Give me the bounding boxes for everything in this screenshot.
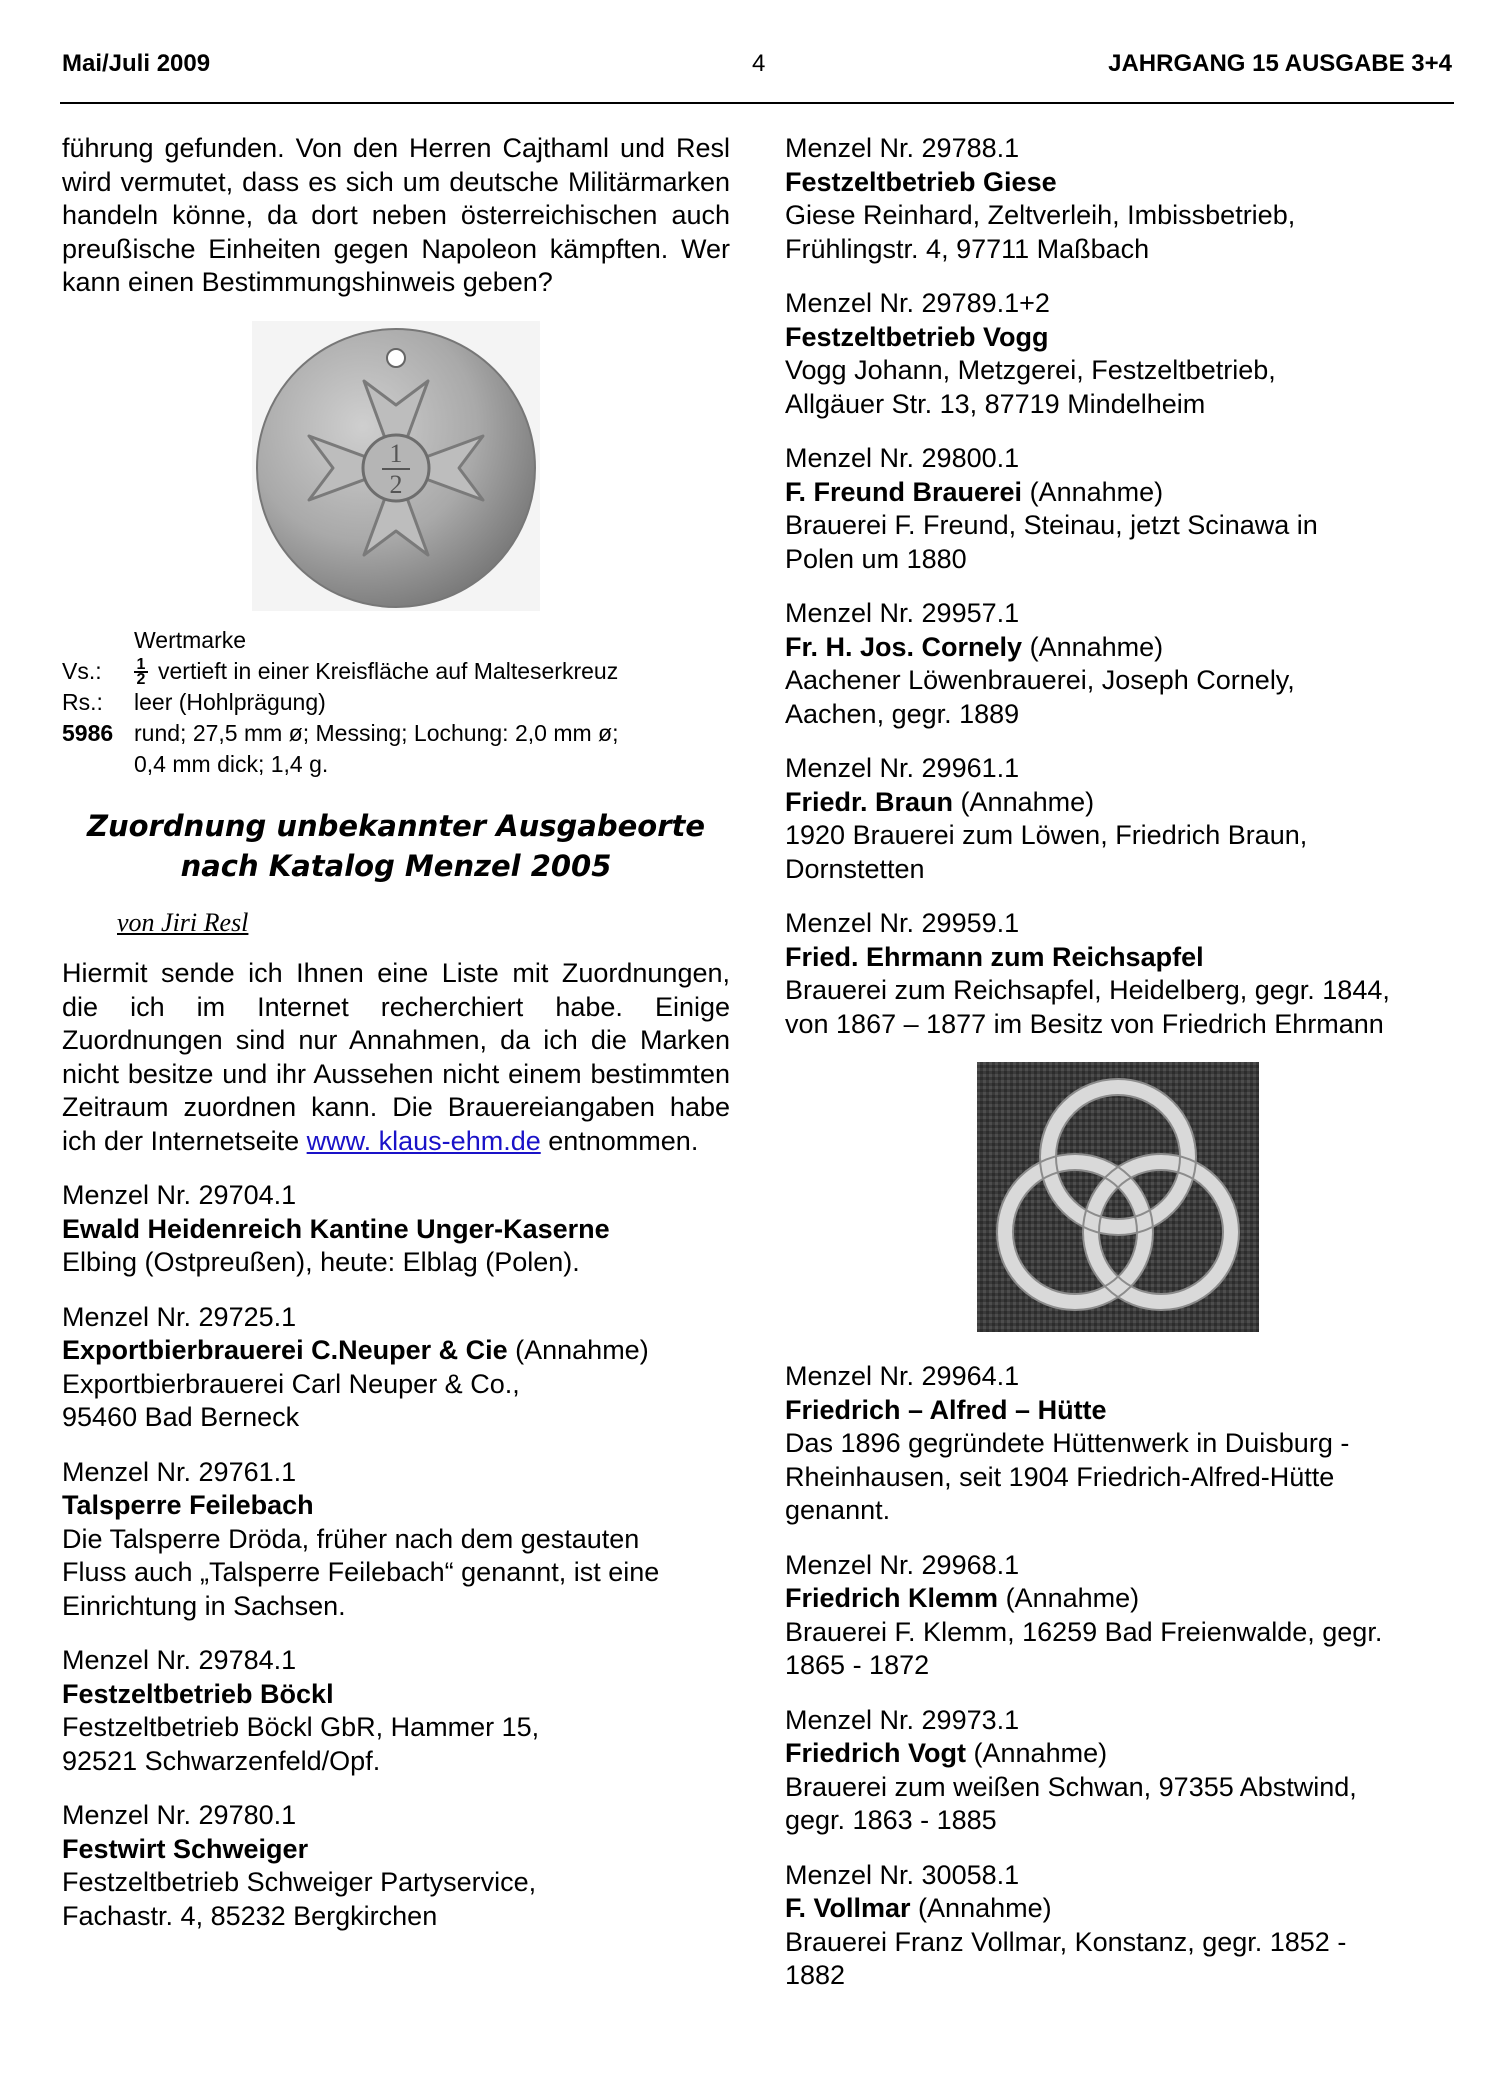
entry-description-line: Festzeltbetrieb Böckl GbR, Hammer 15, (62, 1712, 540, 1742)
catalog-entry (785, 597, 1453, 731)
entry-title (785, 321, 1453, 355)
entry-description-line: Aachener Löwenbrauerei, Joseph Cornely, (785, 665, 1295, 695)
entry-name: Exportbierbrauerei C.Neuper & Cie (62, 1335, 508, 1365)
catalog-number: 5986 (62, 719, 114, 746)
entry-name: F. Freund Brauerei (785, 476, 1023, 507)
entry-description-line: Die Talsperre Dröda, früher nach dem gestauten (62, 1523, 640, 1554)
entry-description-line: Rheinhausen, seit 1904 Friedrich-Alfred-Hütte (785, 1461, 1335, 1492)
catalog-entry (785, 907, 1453, 1041)
entry-description-line: Brauerei F. Freund, Steinau, jetzt Scinawa in (785, 510, 1318, 540)
entry-number: Menzel Nr. 30058.1 (785, 1859, 1020, 1890)
entry-description-line: Fachastr. 4, 85232 Bergkirchen (62, 1900, 438, 1931)
entry-description-line: 95460 Bad Berneck (62, 1402, 300, 1432)
entry-title (785, 1582, 1453, 1616)
entry-name: Talsperre Feilebach (62, 1490, 314, 1520)
entry-description-line: gegr. 1863 - 1885 (785, 1805, 997, 1835)
entry-name: F. Vollmar (785, 1893, 911, 1923)
entry-title (785, 166, 1453, 200)
issue-date: Mai/Juli 2009 (62, 50, 211, 77)
entry-name: Festwirt Schweiger (62, 1833, 309, 1864)
entry-title (62, 1334, 730, 1368)
catalog-entry (785, 442, 1453, 576)
caption-reverse-key: Rs.: (62, 688, 103, 715)
catalog-entry (785, 1360, 1453, 1528)
three-rings-photo (977, 1062, 1259, 1332)
entry-name: Festzeltbetrieb Vogg (785, 321, 1049, 352)
entry-note: (Annahme) (1022, 476, 1164, 507)
entry-description-line: genannt. (785, 1495, 891, 1525)
entry-number: Menzel Nr. 29761.1 (62, 1456, 297, 1487)
entry-description-line: Polen um 1880 (785, 543, 967, 574)
svg-text:1: 1 (389, 438, 403, 468)
entry-name: Friedrich Vogt (785, 1738, 967, 1768)
entry-name: Fried. Ehrmann zum Reichsapfel (785, 941, 1204, 972)
entry-title (62, 1678, 730, 1712)
entry-number: Menzel Nr. 29780.1 (62, 1800, 297, 1830)
catalog-entry (785, 1859, 1453, 1993)
entry-title (785, 786, 1453, 820)
catalog-entry (785, 1704, 1453, 1838)
entry-title (785, 476, 1453, 510)
right-column (785, 132, 1453, 2014)
entry-description-line: 1882 (785, 1960, 846, 1990)
catalog-entry (785, 287, 1453, 421)
entry-number: Menzel Nr. 29961.1 (785, 753, 1020, 783)
entry-title (785, 631, 1453, 665)
source-link[interactable]: www. klaus-ehm.de (306, 1125, 541, 1156)
entry-description-line: Exportbierbrauerei Carl Neuper & Co., (62, 1368, 520, 1399)
entry-number: Menzel Nr. 29704.1 (62, 1180, 297, 1210)
header-divider (60, 102, 1454, 104)
entry-description-line: Dornstetten (785, 853, 925, 884)
entry-number: Menzel Nr. 29973.1 (785, 1704, 1020, 1735)
caption-details-line2: 0,4 mm dick; 1,4 g. (134, 750, 329, 777)
entry-note: (Annahme) (966, 1738, 1108, 1768)
entry-description-line: Das 1896 gegründete Hüttenwerk in Duisburg - (785, 1428, 1350, 1458)
entry-description-line: Festzeltbetrieb Schweiger Partyservice, (62, 1867, 537, 1897)
page-header (62, 50, 1452, 90)
entry-number: Menzel Nr. 29784.1 (62, 1645, 297, 1675)
caption-obverse-key: Vs.: (62, 657, 102, 684)
caption-reverse-text: leer (Hohlprägung) (134, 688, 326, 715)
catalog-entry (785, 1549, 1453, 1683)
intro-paragraph: führung gefunden. Von den Herren Cajthaml und Resl wird vermutet, dass es sich um deutsche Militärmarken handeln könne, da dort neben österreichischen auch preußische Einheiten gegen Napoleon kämpften. Wer kann einen Bestimmungshinweis geben? (62, 133, 730, 297)
coin-photo (252, 321, 540, 611)
entry-number: Menzel Nr. 29800.1 (785, 443, 1020, 473)
entry-title (785, 1892, 1453, 1926)
entry-title (62, 1489, 730, 1523)
catalog-entry (785, 132, 1453, 266)
catalog-entry (62, 1799, 730, 1933)
entry-description-line: Giese Reinhard, Zeltverleih, Imbissbetrieb, (785, 200, 1296, 230)
entry-description-line: Vogg Johann, Metzgerei, Festzeltbetrieb, (785, 355, 1276, 385)
left-column (62, 132, 730, 1954)
author-byline: von Jiri Resl (117, 907, 249, 937)
entry-note: (Annahme) (998, 1583, 1140, 1613)
entry-description-line: Einrichtung in Sachsen. (62, 1590, 346, 1621)
entry-description-line: 1865 - 1872 (785, 1650, 930, 1680)
catalog-entry (62, 1179, 730, 1280)
entry-title (785, 1394, 1453, 1428)
entry-number: Menzel Nr. 29959.1 (785, 908, 1020, 938)
entry-title (785, 1737, 1453, 1771)
entry-note: (Annahme) (1022, 631, 1164, 662)
catalog-entry (62, 1644, 730, 1778)
catalog-entry (62, 1301, 730, 1435)
entry-number: Menzel Nr. 29789.1+2 (785, 288, 1050, 318)
entry-note: (Annahme) (507, 1335, 649, 1365)
caption-obverse-text: vertieft in einer Kreisfläche auf Malteserkreuz (158, 657, 619, 684)
entry-description-line: Elbing (Ostpreußen), heute: Elblag (Polen). (62, 1247, 580, 1277)
entry-note: (Annahme) (910, 1893, 1052, 1923)
entry-number: Menzel Nr. 29968.1 (785, 1549, 1020, 1580)
entry-title (785, 941, 1453, 975)
entry-name: Ewald Heidenreich Kantine Unger-Kaserne (62, 1213, 610, 1244)
entry-description-line: 1920 Brauerei zum Löwen, Friedrich Braun, (785, 820, 1308, 850)
caption-title: Wertmarke (134, 626, 247, 653)
entry-name: Friedr. Braun (785, 786, 954, 817)
entry-name: Fr. H. Jos. Cornely (785, 631, 1023, 662)
entry-description-line: Brauerei zum Reichsapfel, Heidelberg, gegr. 1844, (785, 975, 1390, 1005)
entry-note: (Annahme) (953, 786, 1095, 817)
caption-obverse (62, 656, 730, 687)
entry-description-line: Allgäuer Str. 13, 87719 Mindelheim (785, 388, 1206, 419)
entry-name: Festzeltbetrieb Giese (785, 166, 1057, 197)
right-entry-list-bottom (785, 1360, 1453, 1993)
right-entry-list-top (785, 132, 1453, 1041)
entry-description-line: 92521 Schwarzenfeld/Opf. (62, 1745, 381, 1776)
entry-number: Menzel Nr. 29788.1 (785, 133, 1020, 163)
entry-description-line: Fluss auch „Talsperre Feilebach“ genannt, ist eine (62, 1557, 660, 1587)
entry-number: Menzel Nr. 29964.1 (785, 1361, 1020, 1391)
entry-description-line: Frühlingstr. 4, 97711 Maßbach (785, 233, 1150, 264)
caption-details-line1: rund; 27,5 mm ø; Messing; Lochung: 2,0 mm ø; (134, 719, 619, 746)
page-number: 4 (752, 50, 766, 77)
body-paragraph: Hiermit sende ich Ihnen eine Liste mit Zuordnungen, die ich im Internet recherchiert habe. Einige Zuordnungen sind nur Annahmen, da ich die Marken nicht besitze und ihr Aussehen nicht einem bestimmten Zeitraum zuordnen kann. Die Brauereiangaben habe ich der Internetseite www. klaus-ehm.de entnommen. (62, 958, 730, 1156)
entry-name: Friedrich Klemm (785, 1583, 999, 1613)
entry-description-line: Brauerei Franz Vollmar, Konstanz, gegr. 1852 - (785, 1926, 1347, 1957)
section-title: Zuordnung unbekannter Ausgabeorte nach Katalog Menzel 2005 (86, 808, 706, 883)
left-entry-list (62, 1179, 730, 1933)
entry-description-line: Aachen, gegr. 1889 (785, 698, 1020, 729)
caption-details (62, 718, 730, 749)
entry-description-line: Brauerei F. Klemm, 16259 Bad Freienwalde, gegr. (785, 1616, 1383, 1647)
catalog-entry (62, 1456, 730, 1624)
fraction-half: $\frac{1}{2}$ (134, 658, 148, 686)
entry-title (62, 1213, 730, 1247)
coin-caption (62, 625, 730, 780)
entry-number: Menzel Nr. 29725.1 (62, 1301, 297, 1332)
entry-number: Menzel Nr. 29957.1 (785, 598, 1020, 628)
volume-issue: JAHRGANG 15 AUSGABE 3+4 (1108, 50, 1452, 77)
entry-description-line: Brauerei zum weißen Schwan, 97355 Abstwind, (785, 1771, 1357, 1802)
catalog-entry (785, 752, 1453, 886)
svg-text:2: 2 (389, 469, 403, 499)
entry-title (62, 1833, 730, 1867)
entry-name: Festzeltbetrieb Böckl (62, 1678, 334, 1709)
entry-name: Friedrich – Alfred – Hütte (785, 1394, 1107, 1425)
entry-description-line: von 1867 – 1877 im Besitz von Friedrich Ehrmann (785, 1008, 1384, 1039)
caption-reverse (62, 687, 730, 718)
